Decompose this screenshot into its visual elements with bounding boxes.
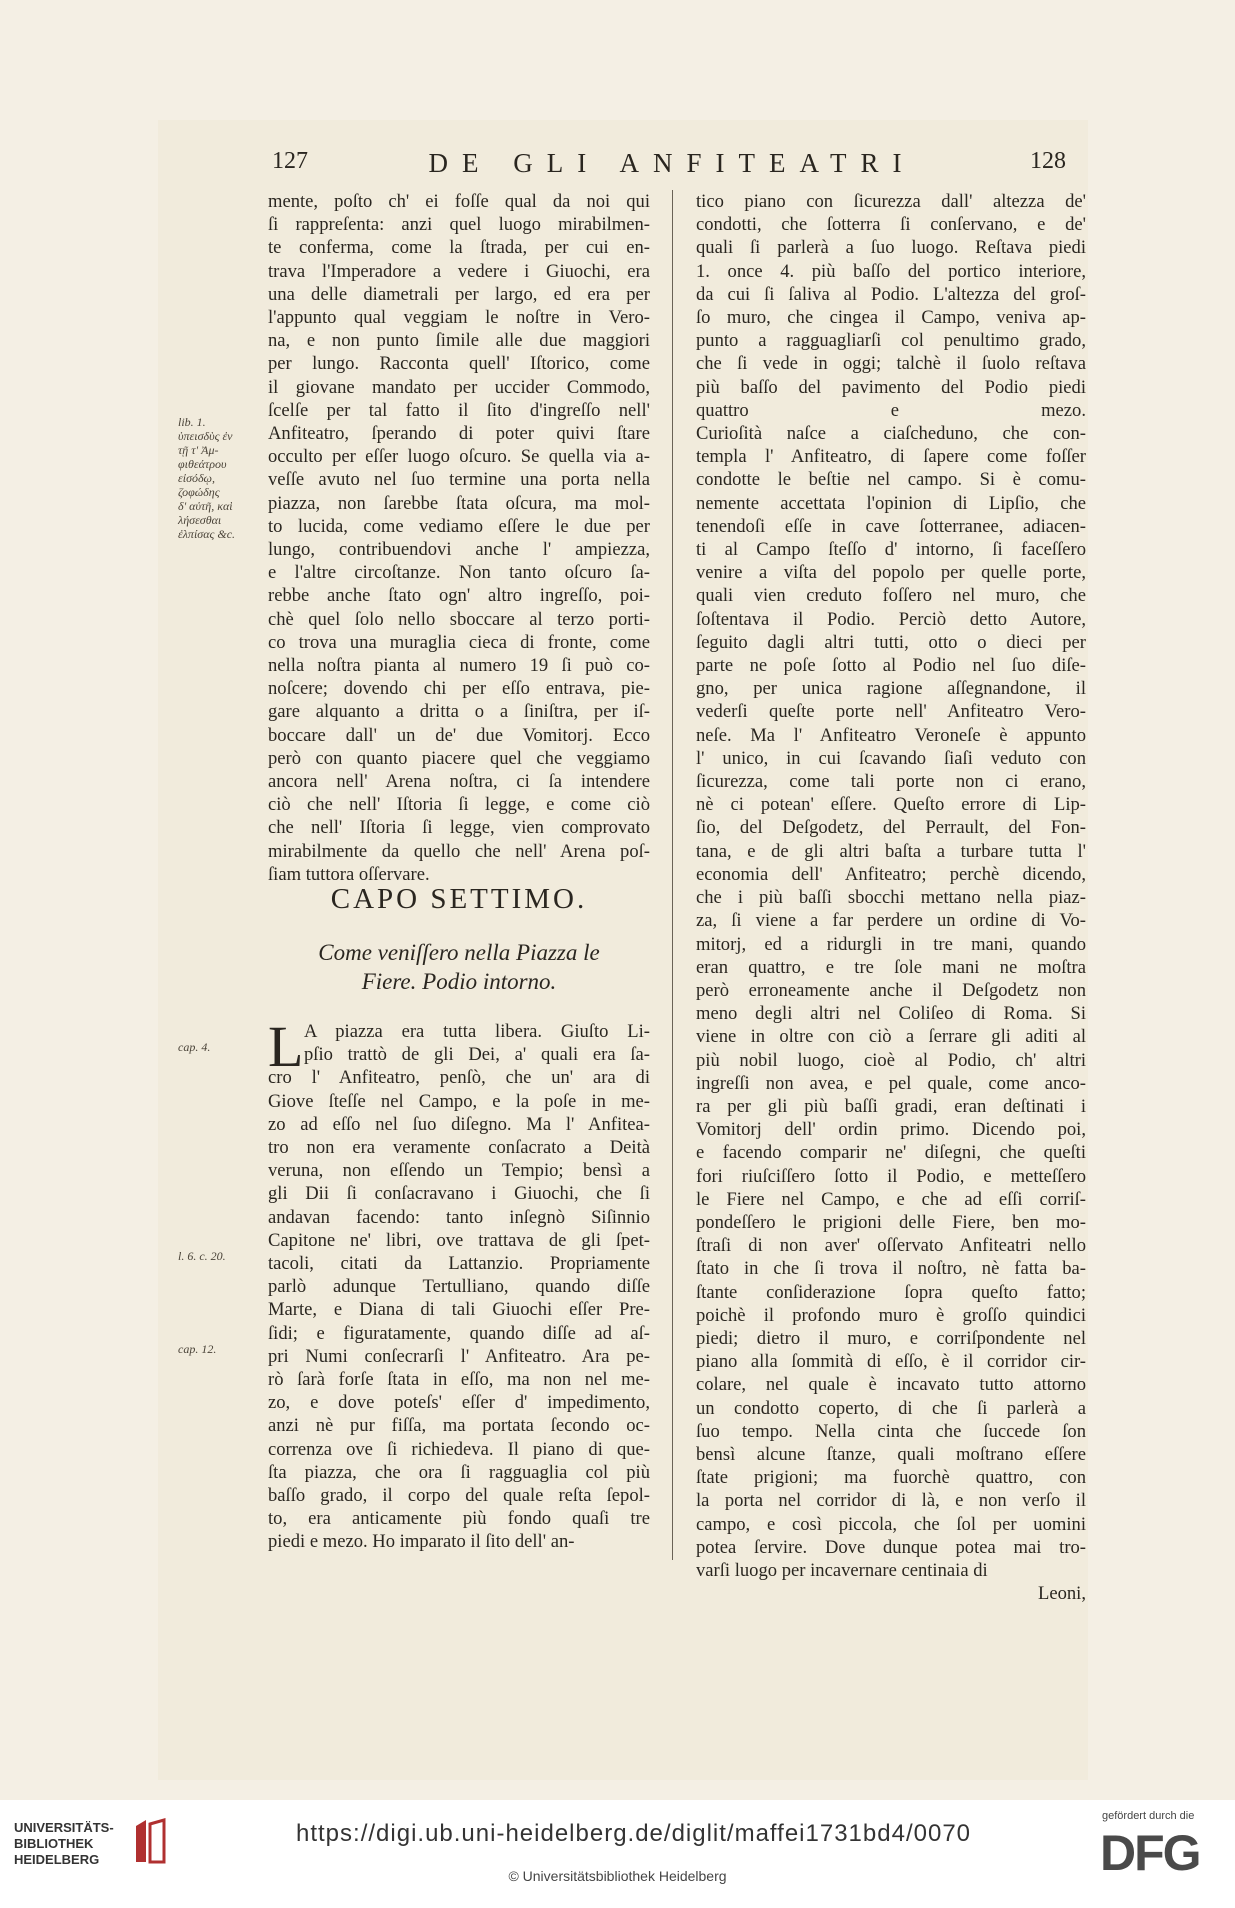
column-rule	[672, 190, 673, 1560]
left-column	[268, 190, 650, 886]
text-line: e facendo comparir ne' diſegni, che queſti	[696, 1142, 1086, 1164]
left-column-chapter-text	[268, 1014, 650, 1554]
text-line: to, era anticamente più fondo quaſi tre	[268, 1508, 650, 1530]
drop-cap: L	[268, 1014, 304, 1079]
text-line: trava l'Imperadore a vedere i Giuochi, era	[268, 260, 650, 282]
text-line: che ſi vede in oggi; talchè il ſuolo reſtava	[696, 353, 1086, 375]
text-line: ſtato in che ſi trova il noſtro, nè fatta ba-	[696, 1258, 1086, 1280]
text-line: quali vien creduto foſſero nel muro, che	[696, 585, 1086, 607]
text-line: correnza ove ſi richiedeva. Il piano di que-	[268, 1438, 650, 1460]
text-line: che i più baſſi sbocchi mettano nella piaz-	[696, 887, 1086, 909]
margin-note-line: ἐλπίσας &c.	[178, 527, 236, 541]
text-line: però con quanto piacere quel che veggiamo	[268, 747, 650, 769]
text-line: varſi luogo per incavernare centinaia di	[696, 1559, 988, 1581]
page-number-right: 128	[1030, 148, 1066, 174]
text-line: vederſi queſte porte nell' Anfiteatro Vero-	[696, 701, 1086, 723]
text-line: ſo muro, che cingea il Campo, veniva ap-	[696, 307, 1086, 329]
text-line: chè quel ſolo nello sboccare al terzo porti-	[268, 608, 650, 630]
library-name-line3: HEIDELBERG	[14, 1852, 100, 1867]
text-line: ciò che nell' Iſtoria ſi legge, e come ciò	[268, 794, 650, 816]
text-line: eran quattro, e tre ſole mani ne moſtra	[696, 956, 1086, 978]
text-line: gli Dii ſi conſacravano i Giuochi, che ſi	[268, 1183, 650, 1205]
right-column	[696, 190, 1086, 1605]
text-line: l'appunto qual veggiam le noſtre in Vero-	[268, 307, 650, 329]
text-line: ſtante conſiderazione ſopra queſto fatto;	[696, 1281, 1086, 1303]
text-line: piedi e mezo. Ho imparato il ſito dell' an-	[268, 1531, 575, 1553]
page-number-left: 127	[272, 148, 308, 174]
text-line: neſe. Ma l' Anfiteatro Veroneſe è appunto	[696, 724, 1086, 746]
text-line: e l'altre circoſtanze. Non tanto oſcuro ſa-	[268, 562, 650, 584]
text-line: parlò adunque Tertulliano, quando diſſe	[268, 1276, 650, 1298]
text-line: quattro e mezo.	[696, 399, 1086, 421]
running-head-title: DE GLI ANFITEATRI	[428, 148, 916, 178]
text-line: ingreſſi non avea, e pel quale, come anco-	[696, 1072, 1086, 1094]
text-line: rò ſarà forſe ſtata in eſſo, ma non nel me-	[268, 1369, 650, 1391]
text-line: più nobil luogo, cioè al Podio, ch' altri	[696, 1049, 1086, 1071]
margin-note-l6c20: l. 6. c. 20.	[178, 1249, 226, 1263]
footer-bar	[0, 1800, 1235, 1908]
margin-note-line: lib. 1.	[178, 415, 206, 429]
text-line: ra per gli più baſſi gradi, eran deſtinati i	[696, 1095, 1086, 1117]
text-line: tico piano con ſicurezza dall' altezza de'	[696, 191, 1086, 212]
text-line: Curioſità naſce a ciaſcheduno, che con-	[696, 423, 1086, 445]
text-line: na, e non punto ſimile alle due maggiori	[268, 330, 650, 352]
text-line: veruna, non eſſendo un Tempio; bensì a	[268, 1160, 650, 1182]
text-line: ſtate prigioni; ma fuorchè quattro, con	[696, 1467, 1086, 1489]
margin-note-line: ὑπεισδὺς ἐν	[178, 429, 233, 443]
text-line: ti al Campo ſteſſo d' intorno, ſi faceſſero	[696, 539, 1086, 561]
text-line: venire a viſta del popolo per quelle porte,	[696, 562, 1086, 584]
text-line: potea ſervire. Dove dunque potea mai tro-	[696, 1536, 1086, 1558]
margin-note-greek	[178, 415, 235, 541]
text-line: piedi; dietro il muro, e corriſpondente nel	[696, 1327, 1086, 1349]
text-line: zo, e dove poteſs' eſſer d' impedimento,	[268, 1392, 650, 1414]
text-line: occulto per eſſer luogo oſcuro. Se quella via a-	[268, 446, 650, 468]
chapter-subtitle-line1: Come veniſſero nella Piazza le	[318, 940, 600, 965]
text-line: ſcelſe per tal fatto il ſito d'ingreſſo nell'	[268, 399, 650, 421]
text-line: Vomitorj dell' ordin primo. Dicendo poi,	[696, 1119, 1086, 1141]
margin-note-line: δ' αὐτῆ, καὶ	[178, 499, 233, 513]
text-line: Marte, e Diana di tali Giuochi eſſer Pre-	[268, 1299, 650, 1321]
text-line: condotte le beſtie nel campo. Si è comu-	[696, 469, 1086, 491]
text-line: gare alquanto a dritta o a ſiniſtra, per iſ-	[268, 701, 650, 723]
chapter-subtitle	[268, 938, 650, 996]
text-line: l' unico, in cui ſcavando ſiaſi veduto con	[696, 747, 1086, 769]
text-line: colare, nel quale è incavato tutto attorno	[696, 1374, 1086, 1396]
text-line: andavan facendo: tanto inſegnò Siſinnio	[268, 1206, 650, 1228]
text-line: za, ſi viene a far perdere un ordine di Vo-	[696, 910, 1086, 932]
text-line: Capitone ne' libri, ove trattava de gli ſpet-	[268, 1229, 650, 1251]
text-line: economia dell' Anfiteatro; perchè dicendo,	[696, 863, 1086, 885]
text-line: tana, e de gli altri baſta a turbare tutta l'	[696, 840, 1086, 862]
text-line: quali ſi parlerà a ſuo luogo. Reſtava piedi	[696, 237, 1086, 259]
margin-note-cap4: cap. 4.	[178, 1040, 211, 1054]
text-line: da cui ſi ſaliva al Podio. L'altezza del groſ-	[696, 283, 1086, 305]
margin-note-line: τῇ τ' Ἀμ-	[178, 443, 219, 457]
text-line: co trova una muraglia cieca di fronte, come	[268, 631, 650, 653]
text-line: ſoſtentava il Podio. Perciò detto Autore,	[696, 608, 1086, 630]
margin-note-line: ζοφώδης	[178, 485, 220, 499]
text-line: il giovane mandato per uccider Commodo,	[268, 376, 650, 398]
text-line: che nell' Iſtoria ſi legge, vien comprovato	[268, 817, 650, 839]
text-line: pſio trattò de gli Dei, a' quali era ſa-	[304, 1044, 650, 1066]
text-line: to lucida, come vediamo eſſere le due per	[268, 515, 650, 537]
text-line: più baſſo del pavimento del Podio piedi	[696, 376, 1086, 398]
catchword: Leoni,	[1037, 1583, 1086, 1605]
text-line: la porta nel corridor di là, e non verſo il	[696, 1490, 1086, 1512]
text-line: zo ad eſſo nel ſuo diſegno. Ma l' Anfitea-	[268, 1113, 650, 1135]
text-line: ſeguito dagli altri tutti, otto o dieci per	[696, 631, 1086, 653]
text-line: condotti, che ſotterra ſi conſervano, e de'	[696, 214, 1086, 236]
text-line: campo, e così piccola, che ſol per uomini	[696, 1513, 1086, 1535]
dfg-logo: DFG	[1100, 1825, 1200, 1881]
text-line: punto a ragguagliarſi col penultimo grado,	[696, 330, 1086, 352]
margin-note-line: φιθεάτρου	[178, 457, 227, 471]
text-line: mente, poſto ch' ei foſſe qual da noi qui	[268, 191, 650, 212]
text-line: ſta piazza, che ora ſi ragguaglia col più	[268, 1461, 650, 1483]
text-line: pri Numi conſecrarſi l' Anfiteatro. Ara pe-	[268, 1345, 650, 1367]
text-line: noſcere; dovendo chi per eſſo entrava, pie-	[268, 678, 650, 700]
text-line: baſſo grado, il corpo del quale reſta ſepol-	[268, 1485, 650, 1507]
text-line: lungo, contribuendovi anche l' ampiezza,	[268, 539, 650, 561]
permalink-url[interactable]: https://digi.ub.uni-heidelberg.de/diglit/maffei1731bd4/0070	[296, 1820, 972, 1847]
text-line: mitorj, ed a ridurgli in tre mani, quando	[696, 933, 1086, 955]
text-line: A piazza era tutta libera. Giuſto Li-	[304, 1021, 650, 1042]
text-line: templa l' Anfiteatro, di ſapere come foſſer	[696, 446, 1086, 468]
text-line: viene in oltre con ciò a ſerrare gli aditi al	[696, 1026, 1086, 1048]
text-line: meno degli altri nel Coliſeo di Roma. Si	[696, 1003, 1086, 1025]
text-line: per lungo. Racconta quell' Iſtorico, come	[268, 353, 650, 375]
text-line: Anfiteatro, ſperando di poter quivi ſtare	[268, 423, 650, 445]
text-line: pondeſſero le prigioni delle Fiere, ben mo-	[696, 1211, 1086, 1233]
text-line: fori riuſciſſero ſotto il Podio, e metteſſero	[696, 1165, 1086, 1187]
library-name	[14, 1820, 114, 1868]
text-line: tro non era veramente conſacrato a Deità	[268, 1137, 650, 1159]
margin-note-line: εἰσόδῳ,	[178, 471, 216, 485]
text-line: piano alla ſommità di eſſo, è il corridor cir-	[696, 1351, 1086, 1373]
text-line: nella noſtra pianta al numero 19 ſi può co-	[268, 655, 650, 677]
text-line: nè ci potean' eſſere. Queſto errore di Lip-	[696, 794, 1086, 816]
text-line: poichè il profondo muro è groſſo quindici	[696, 1304, 1086, 1326]
text-line: ancora nell' Arena noſtra, ci ſa intendere	[268, 771, 650, 793]
library-name-line2: BIBLIOTHEK	[14, 1836, 94, 1851]
text-line: le Fiere nel Campo, e che ad eſſi corriſ-	[696, 1188, 1086, 1210]
text-line: Giove ſteſſe nel Campo, e la poſe in me-	[268, 1090, 650, 1112]
text-line: ſio, del Deſgodetz, del Perrault, del Fon-	[696, 817, 1086, 839]
text-line: bensì alcune ſtanze, quali moſtrano eſſere	[696, 1443, 1086, 1465]
margin-note-cap12: cap. 12.	[178, 1342, 217, 1356]
text-line: nemente accettata l'opinion di Lipſio, che	[696, 492, 1086, 514]
text-line: ſidi; e figuratamente, quando diſſe ad aſ-	[268, 1322, 650, 1344]
text-line: gno, per unica ragione aſſegnandone, il	[696, 678, 1086, 700]
text-line: ſi rappreſenta: anzi quel luogo mirabilmen-	[268, 214, 650, 236]
text-line: un condotto coperto, di che ſi parlerà a	[696, 1397, 1086, 1419]
text-line: ſicurezza, come tali porte non ci erano,	[696, 771, 1086, 793]
text-line: boccare dall' un de' due Vomitorj. Ecco	[268, 724, 650, 746]
text-line: ſtraſi di non aver' oſſervato Anfiteatri nello	[696, 1235, 1086, 1257]
chapter-title: CAPO SETTIMO.	[330, 883, 588, 915]
library-name-line1: UNIVERSITÄTS-	[14, 1820, 114, 1835]
funding-note: gefördert durch die	[1102, 1810, 1195, 1822]
text-line: una delle diametrali per largo, ed era per	[268, 283, 650, 305]
margin-note-line: λήσεσθαι	[178, 513, 222, 527]
text-line: cro l' Anfiteatro, penſò, che un' ara di	[268, 1067, 650, 1089]
text-line: rebbe anche ſtato ogn' altro ingreſſo, poi-	[268, 585, 650, 607]
library-logo-icon	[132, 1818, 168, 1866]
text-line: veſſe avuto nel ſuo termine una porta nella	[268, 469, 650, 491]
text-line: 1. once 4. più baſſo del portico interiore,	[696, 260, 1086, 282]
text-line: ſiam tuttora oſſervare.	[268, 863, 430, 885]
text-line: ſuo tempo. Nella cinta che ſuccede ſon	[696, 1420, 1086, 1442]
chapter-subtitle-line2: Fiere. Podio intorno.	[361, 969, 557, 994]
text-line: mirabilmente da quello che nell' Arena poſ-	[268, 840, 650, 862]
text-line: te conferma, come la ſtrada, per cui en-	[268, 237, 650, 259]
text-line: piazza, non ſarebbe ſtata oſcura, ma mol-	[268, 492, 650, 514]
text-line: tacoli, citati da Lattanzio. Propriamente	[268, 1253, 650, 1275]
text-line: però erroneamente anche il Deſgodetz non	[696, 979, 1086, 1001]
text-line: parte ne poſe ſotto al Podio nel ſuo diſe-	[696, 655, 1086, 677]
text-line: anzi nè pur fiſſa, ma portata ſecondo oc-	[268, 1415, 650, 1437]
text-line: tenendoſi eſſe in cave ſotterranee, adiacen-	[696, 515, 1086, 537]
copyright-notice: © Universitätsbibliothek Heidelberg	[508, 1868, 727, 1884]
